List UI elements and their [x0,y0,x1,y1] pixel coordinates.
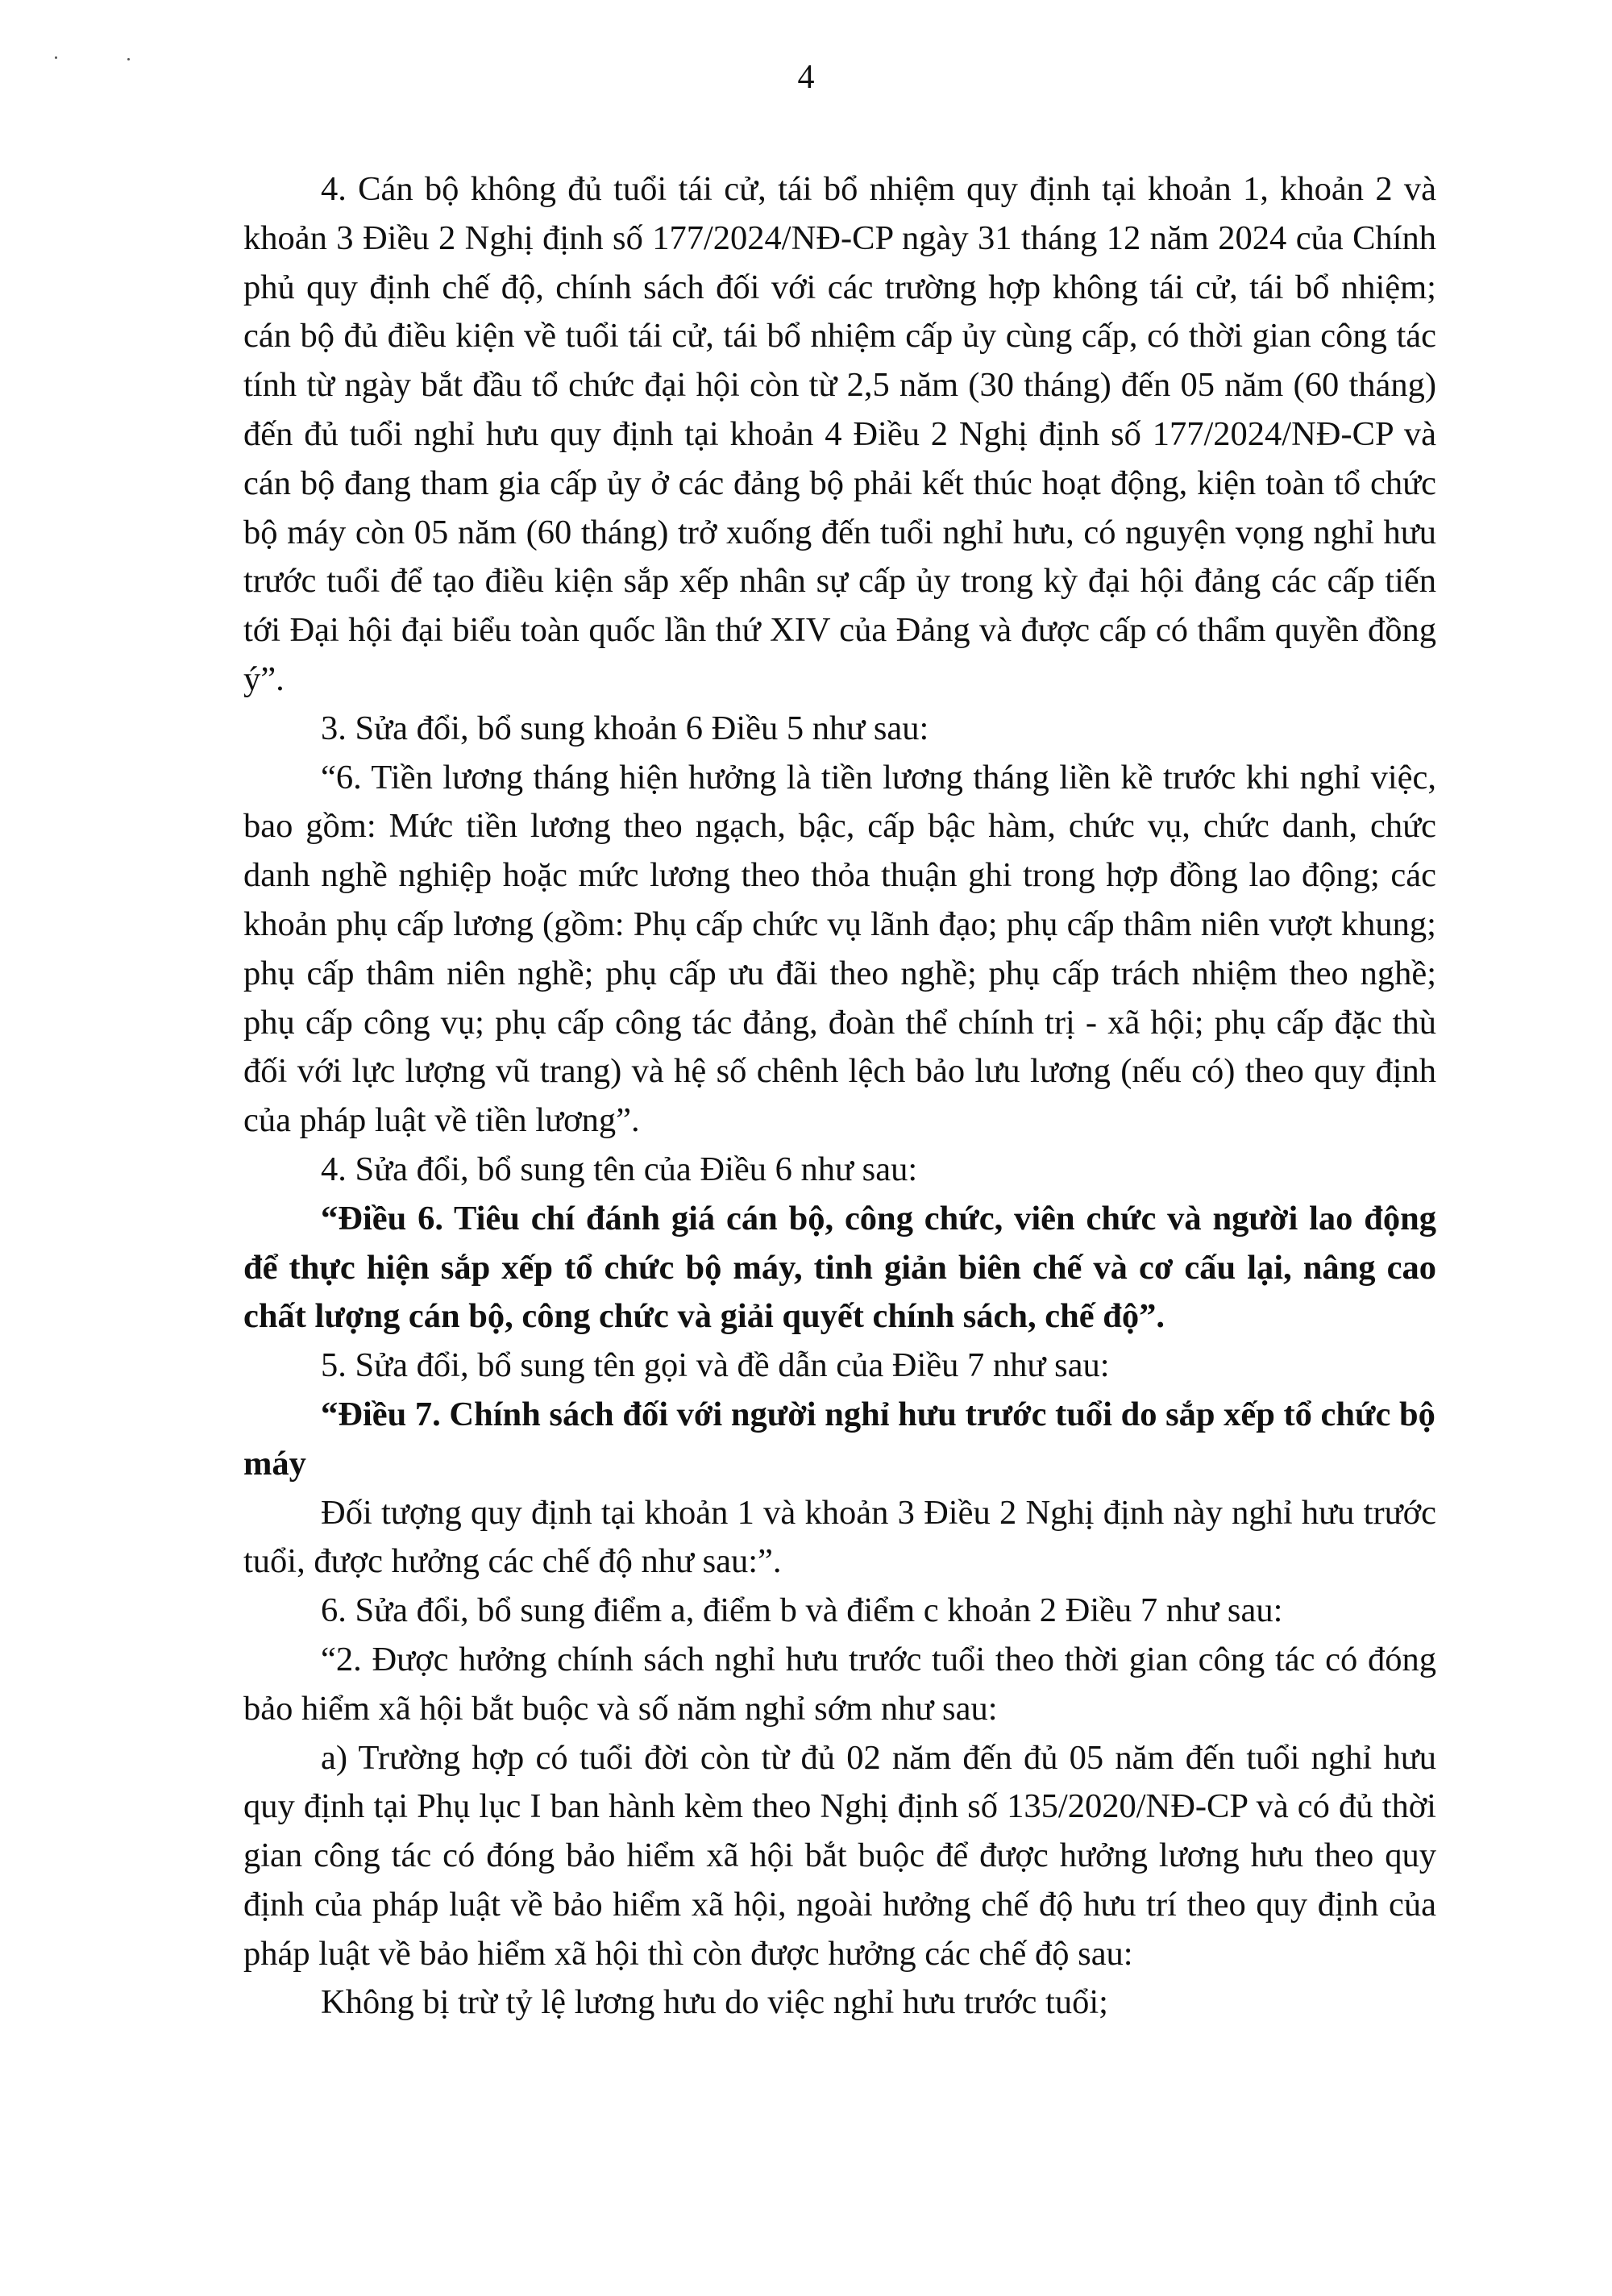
paragraph-amend-item-4: 4. Sửa đổi, bổ sung tên của Điều 6 như sau: [321,1150,918,1188]
page-number: 4 [797,59,815,96]
paragraph-amend-item-5: 5. Sửa đổi, bổ sung tên gọi và đề dẫn của Điều 7 như sau: [321,1346,1110,1385]
paragraph-clause-2-early-retirement: “2. Được hưởng chính sách nghỉ hưu trước tuổi theo thời gian công tác có đóng bảo hiểm xã hội bắt buộc và số năm nghỉ sớm như sau: [243,1640,1436,1728]
article-6-heading: “Điều 6. Tiêu chí đánh giá cán bộ, công chức, viên chức và người lao động để thực hiện sắp xếp tổ chức bộ máy, tinh giản biên chế và cơ cấu lại, nâng cao chất lượng cán bộ, công chức và giải quyết chính sách, chế độ”. [243,1199,1436,1336]
paragraph-clause-4: 4. Cán bộ không đủ tuổi tái cử, tái bổ nhiệm quy định tại khoản 1, khoản 2 và khoản 3 Điều 2 Nghị định số 177/2024/NĐ-CP ngày 31 tháng 12 năm 2024 của Chính phủ quy định chế độ, chính sách đối với các trường hợp không tái cử, tái bổ nhiệm; cán bộ đủ điều kiện về tuổi tái cử, tái bổ nhiệm cấp ủy cùng cấp, có thời gian công tác tính từ ngày bắt đầu tổ chức đại hội còn từ 2,5 năm (30 tháng) đến 05 năm (60 tháng) đến đủ tuổi nghỉ hưu quy định tại khoản 4 Điều 2 Nghị định số 177/2024/NĐ-CP và cán bộ đang tham gia cấp ủy ở các đảng bộ phải kết thúc hoạt động, kiện toàn tổ chức bộ máy còn 05 năm (60 tháng) trở xuống đến tuổi nghỉ hưu, có nguyện vọng nghỉ hưu trước tuổi để tạo điều kiện sắp xếp nhân sự cấp ủy trong kỳ đại hội đảng các cấp tiến tới Đại hội đại biểu toàn quốc lần thứ XIV của Đảng và được cấp có thẩm quyền đồng ý”. [243,170,1436,698]
paragraph-no-pension-deduction: Không bị trừ tỷ lệ lương hưu do việc nghỉ hưu trước tuổi; [321,1983,1108,2022]
paragraph-clause-6-salary: “6. Tiền lương tháng hiện hưởng là tiền lương tháng liền kề trước khi nghỉ việc, bao gồm: Mức tiền lương theo ngạch, bậc, cấp bậc hàm, chức vụ, chức danh, chức danh nghề nghiệp hoặc mức lương theo thỏa thuận ghi trong hợp đồng lao động; các khoản phụ cấp lương (gồm: Phụ cấp chức vụ lãnh đạo; phụ cấp thâm niên vượt khung; phụ cấp thâm niên nghề; phụ cấp ưu đãi theo nghề; phụ cấp trách nhiệm theo nghề; phụ cấp công vụ; phụ cấp công tác đảng, đoàn thể chính trị - xã hội; phụ cấp đặc thù đối với lực lượng vũ trang) và hệ số chênh lệch bảo lưu lương (nếu có) theo quy định của pháp luật về tiền lương”. [243,758,1436,1140]
paragraph-article-7-intro: Đối tượng quy định tại khoản 1 và khoản 3 Điều 2 Nghị định này nghỉ hưu trước tuổi, được hưởng các chế độ như sau:”. [243,1493,1436,1581]
document-body [243,165,1436,2028]
article-7-heading: “Điều 7. Chính sách đối với người nghỉ hưu trước tuổi do sắp xếp tổ chức bộ máy [243,1395,1435,1483]
paragraph-point-a: a) Trường hợp có tuổi đời còn từ đủ 02 năm đến đủ 05 năm đến tuổi nghỉ hưu quy định tại Phụ lục I ban hành kèm theo Nghị định số 135/2020/NĐ-CP và có đủ thời gian công tác có đóng bảo hiểm xã hội bắt buộc để được hưởng lương hưu theo quy định của pháp luật về bảo hiểm xã hội, ngoài hưởng chế độ hưu trí theo quy định của pháp luật về bảo hiểm xã hội thì còn được hưởng các chế độ sau: [243,1738,1436,1973]
paragraph-amend-item-3: 3. Sửa đổi, bổ sung khoản 6 Điều 5 như sau: [321,709,929,747]
paragraph-amend-item-6: 6. Sửa đổi, bổ sung điểm a, điểm b và điểm c khoản 2 Điều 7 như sau: [321,1591,1283,1630]
